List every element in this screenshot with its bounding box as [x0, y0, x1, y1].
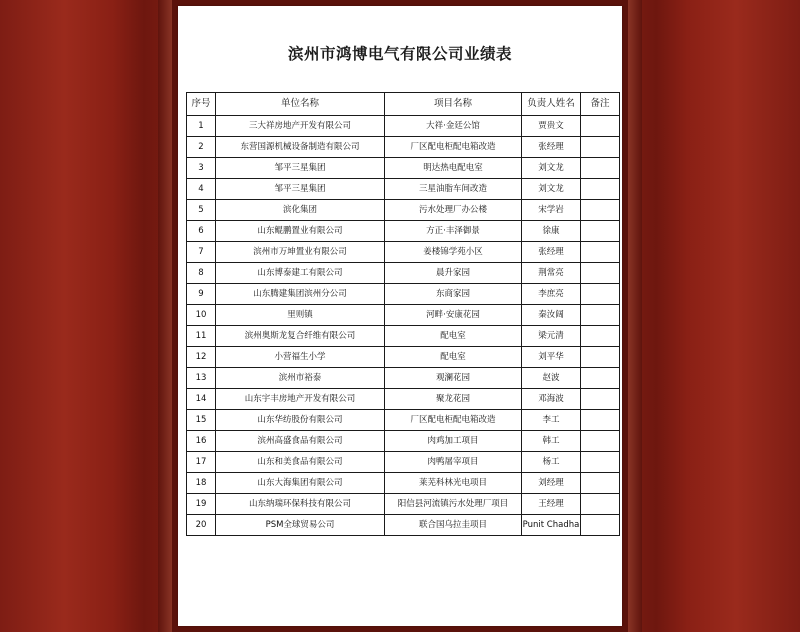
- cell-project: 污水处理厂办公楼: [385, 200, 522, 221]
- cell-note: [581, 347, 620, 368]
- cell-index: 17: [187, 452, 216, 473]
- table-body: [187, 116, 620, 536]
- cell-person: 赵波: [522, 368, 581, 389]
- cell-index: 5: [187, 200, 216, 221]
- cell-index: 12: [187, 347, 216, 368]
- cell-unit: 山东纳瑞环保科技有限公司: [216, 494, 385, 515]
- cell-project: 厂区配电柜配电箱改造: [385, 410, 522, 431]
- cell-project: 联合国乌拉圭项目: [385, 515, 522, 536]
- cell-note: [581, 242, 620, 263]
- cell-note: [581, 137, 620, 158]
- cell-person: 刘平华: [522, 347, 581, 368]
- cell-unit: 滨州奥斯龙复合纤维有限公司: [216, 326, 385, 347]
- cell-project: 厂区配电柜配电箱改造: [385, 137, 522, 158]
- table-header-row: [187, 93, 620, 116]
- cell-person: 贾贵文: [522, 116, 581, 137]
- cell-note: [581, 473, 620, 494]
- cell-index: 16: [187, 431, 216, 452]
- cell-person: 李庶亮: [522, 284, 581, 305]
- cell-person: 张经理: [522, 242, 581, 263]
- cell-unit: 山东华纺股份有限公司: [216, 410, 385, 431]
- table-row: [187, 494, 620, 515]
- cell-note: [581, 515, 620, 536]
- cell-note: [581, 494, 620, 515]
- table-row: [187, 284, 620, 305]
- table-row: [187, 305, 620, 326]
- cell-unit: 山东腾建集团滨州分公司: [216, 284, 385, 305]
- cell-person: 荆常亮: [522, 263, 581, 284]
- cell-note: [581, 452, 620, 473]
- cell-note: [581, 368, 620, 389]
- cell-person: 刘文龙: [522, 179, 581, 200]
- cell-unit: 山东鲲鹏置业有限公司: [216, 221, 385, 242]
- table-row: [187, 221, 620, 242]
- cell-project: 河畔·安康花园: [385, 305, 522, 326]
- table-row: [187, 473, 620, 494]
- cell-unit: 东营国源机械设备制造有限公司: [216, 137, 385, 158]
- cell-project: 明达热电配电室: [385, 158, 522, 179]
- cell-index: 13: [187, 368, 216, 389]
- cell-unit: 滨州市裕泰: [216, 368, 385, 389]
- cell-project: 三星油脂车间改造: [385, 179, 522, 200]
- table-row: [187, 389, 620, 410]
- cell-person: 梁元清: [522, 326, 581, 347]
- cell-unit: 邹平三星集团: [216, 179, 385, 200]
- cell-project: 阳信县河流镇污水处理厂项目: [385, 494, 522, 515]
- table-row: [187, 452, 620, 473]
- table-row: [187, 515, 620, 536]
- cell-index: 10: [187, 305, 216, 326]
- cell-project: 肉鸭屠宰项目: [385, 452, 522, 473]
- cell-project: 配电室: [385, 326, 522, 347]
- cell-unit: 山东和美食品有限公司: [216, 452, 385, 473]
- cell-index: 7: [187, 242, 216, 263]
- cell-note: [581, 221, 620, 242]
- cell-person: 杨工: [522, 452, 581, 473]
- cell-note: [581, 284, 620, 305]
- table-row: [187, 179, 620, 200]
- column-header-note: 备注: [581, 93, 620, 116]
- cell-note: [581, 326, 620, 347]
- table-row: [187, 347, 620, 368]
- cell-project: 姜楼锦学苑小区: [385, 242, 522, 263]
- cell-person: 刘文龙: [522, 158, 581, 179]
- cell-index: 6: [187, 221, 216, 242]
- cell-project: 方正·丰泽御景: [385, 221, 522, 242]
- cell-unit: 山东博泰建工有限公司: [216, 263, 385, 284]
- table-row: [187, 116, 620, 137]
- cell-person: 秦汝阔: [522, 305, 581, 326]
- cell-note: [581, 200, 620, 221]
- cell-unit: 里则镇: [216, 305, 385, 326]
- cell-index: 20: [187, 515, 216, 536]
- cell-unit: 小营福生小学: [216, 347, 385, 368]
- table-row: [187, 158, 620, 179]
- column-header-index: 序号: [187, 93, 216, 116]
- table-row: [187, 242, 620, 263]
- cell-note: [581, 179, 620, 200]
- cell-index: 2: [187, 137, 216, 158]
- cell-person: 王经理: [522, 494, 581, 515]
- cell-index: 1: [187, 116, 216, 137]
- cell-person: 徐康: [522, 221, 581, 242]
- cell-index: 4: [187, 179, 216, 200]
- cell-project: 莱芜科林光电项目: [385, 473, 522, 494]
- cell-person: 韩工: [522, 431, 581, 452]
- cell-project: 聚龙花园: [385, 389, 522, 410]
- column-header-person: 负责人姓名: [522, 93, 581, 116]
- cell-unit: PSM全球贸易公司: [216, 515, 385, 536]
- cell-project: 晨升家园: [385, 263, 522, 284]
- cell-note: [581, 410, 620, 431]
- cell-person: 张经理: [522, 137, 581, 158]
- cell-note: [581, 431, 620, 452]
- cell-index: 18: [187, 473, 216, 494]
- cell-project: 东商家园: [385, 284, 522, 305]
- table-row: [187, 368, 620, 389]
- cell-unit: 山东大海集团有限公司: [216, 473, 385, 494]
- cell-project: 观澜花园: [385, 368, 522, 389]
- cell-index: 8: [187, 263, 216, 284]
- cell-index: 9: [187, 284, 216, 305]
- cell-person: 刘经理: [522, 473, 581, 494]
- cell-index: 14: [187, 389, 216, 410]
- cell-unit: 山东宇丰房地产开发有限公司: [216, 389, 385, 410]
- page-title: 滨州市鸿博电气有限公司业绩表: [287, 44, 512, 63]
- table-row: [187, 137, 620, 158]
- cell-unit: 滨州高盛食品有限公司: [216, 431, 385, 452]
- document-paper: [178, 6, 622, 626]
- cell-project: 配电室: [385, 347, 522, 368]
- table-row: [187, 410, 620, 431]
- column-header-unit: 单位名称: [216, 93, 385, 116]
- cell-unit: 滨州市万坤置业有限公司: [216, 242, 385, 263]
- cell-index: 15: [187, 410, 216, 431]
- column-header-project: 项目名称: [385, 93, 522, 116]
- cell-unit: 三大祥房地产开发有限公司: [216, 116, 385, 137]
- table-row: [187, 263, 620, 284]
- cell-note: [581, 116, 620, 137]
- cell-unit: 邹平三星集团: [216, 158, 385, 179]
- cell-note: [581, 389, 620, 410]
- cell-person: 李工: [522, 410, 581, 431]
- cell-person: Punit Chadha: [522, 515, 581, 536]
- cell-note: [581, 263, 620, 284]
- cell-index: 3: [187, 158, 216, 179]
- table-row: [187, 200, 620, 221]
- cell-person: 邓海波: [522, 389, 581, 410]
- cell-unit: 滨化集团: [216, 200, 385, 221]
- cell-project: 肉鸡加工项目: [385, 431, 522, 452]
- cell-project: 大祥·金廷公馆: [385, 116, 522, 137]
- cell-note: [581, 305, 620, 326]
- table-row: [187, 431, 620, 452]
- performance-table: [186, 92, 620, 536]
- cell-note: [581, 158, 620, 179]
- cell-person: 宋学岩: [522, 200, 581, 221]
- table-row: [187, 326, 620, 347]
- cell-index: 11: [187, 326, 216, 347]
- cell-index: 19: [187, 494, 216, 515]
